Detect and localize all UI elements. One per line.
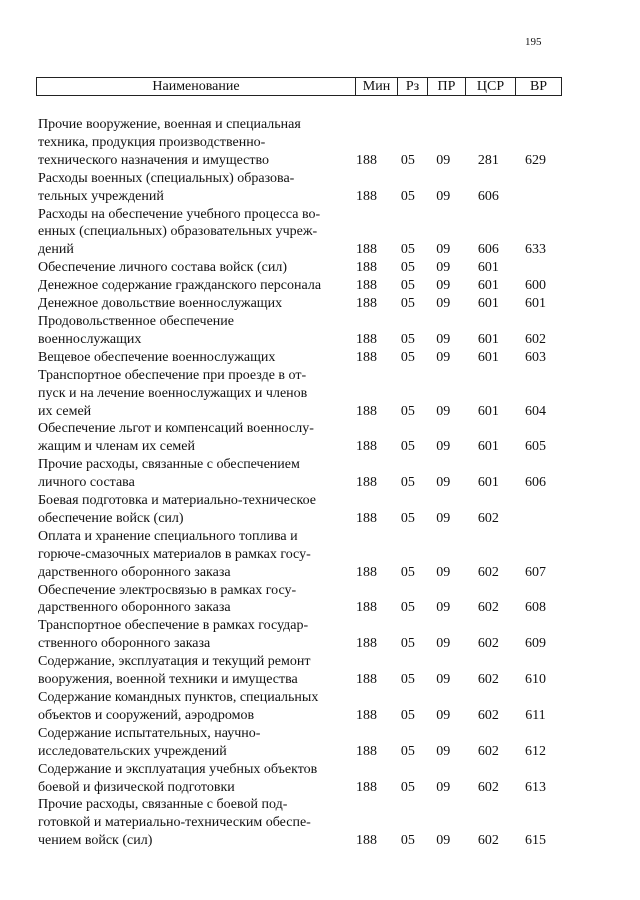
row-rz: 05 — [400, 242, 415, 258]
row-pr: 09 — [436, 278, 451, 294]
row-name: Обеспечение льгот и компенсаций военнослу- жащим и членам их семей — [38, 421, 314, 455]
table-body — [38, 116, 558, 850]
row-csr: 606 — [477, 188, 499, 204]
row-min: 188 — [356, 242, 378, 258]
row-min: 188 — [356, 188, 378, 204]
header-csr: ЦСР — [465, 78, 515, 95]
table-row — [38, 528, 558, 582]
row-vr: 615 — [524, 833, 546, 849]
row-rz: 05 — [400, 600, 415, 616]
page-number: 195 — [525, 36, 542, 48]
row-csr: 602 — [477, 743, 499, 759]
row-csr: 602 — [477, 779, 499, 795]
table-row — [38, 725, 558, 761]
row-vr: 629 — [524, 152, 546, 168]
row-min: 188 — [356, 403, 378, 419]
row-vr: 604 — [524, 403, 546, 419]
row-min: 188 — [356, 600, 378, 616]
row-csr: 601 — [477, 296, 499, 312]
table-row — [38, 456, 558, 492]
row-name: Содержание испытательных, научно- исследовательских учреждений — [38, 725, 261, 759]
row-pr: 09 — [436, 510, 451, 526]
table-row — [38, 492, 558, 528]
row-pr: 09 — [436, 188, 451, 204]
row-min: 188 — [356, 707, 378, 723]
row-rz: 05 — [400, 743, 415, 759]
row-csr: 602 — [477, 600, 499, 616]
row-vr: 605 — [524, 439, 546, 455]
row-pr: 09 — [436, 743, 451, 759]
row-csr: 602 — [477, 636, 499, 652]
row-csr: 601 — [477, 403, 499, 419]
row-vr: 607 — [524, 564, 546, 580]
row-pr: 09 — [436, 403, 451, 419]
row-pr: 09 — [436, 833, 451, 849]
table-row — [38, 689, 558, 725]
row-pr: 09 — [436, 260, 451, 276]
row-pr: 09 — [436, 242, 451, 258]
table-row — [38, 116, 558, 170]
row-pr: 09 — [436, 707, 451, 723]
row-vr: 613 — [524, 779, 546, 795]
row-pr: 09 — [436, 349, 451, 365]
row-vr: 600 — [524, 278, 546, 294]
row-name: Денежное содержание гражданского персонала — [38, 278, 322, 294]
row-csr: 601 — [477, 349, 499, 365]
row-pr: 09 — [436, 439, 451, 455]
row-csr: 601 — [477, 278, 499, 294]
row-vr: 603 — [524, 349, 546, 365]
row-rz: 05 — [400, 672, 415, 688]
row-name: Содержание, эксплуатация и текущий ремонт вооружения, военной техники и имущества — [38, 654, 311, 688]
row-pr: 09 — [436, 600, 451, 616]
row-name: Боевая подготовка и материально-техническое обеспечение войск (сил) — [38, 493, 316, 526]
row-name: Расходы на обеспечение учебного процесса во- енных (специальных) образовательных учреж- дений — [38, 206, 321, 258]
row-name: Вещевое обеспечение военнослужащих — [38, 349, 276, 365]
row-vr: 606 — [524, 475, 546, 491]
row-vr: 609 — [524, 636, 546, 652]
row-pr: 09 — [436, 779, 451, 795]
header-pr: ПР — [427, 78, 465, 95]
row-name: Прочие расходы, связанные с обеспечением личного состава — [38, 457, 300, 491]
row-min: 188 — [356, 510, 378, 526]
row-csr: 602 — [477, 833, 499, 849]
row-pr: 09 — [436, 296, 451, 312]
row-vr: 611 — [525, 707, 546, 723]
row-min: 188 — [356, 672, 378, 688]
row-name: Денежное довольствие военнослужащих — [38, 296, 283, 312]
row-rz: 05 — [400, 833, 415, 849]
header-vr: ВР — [515, 78, 561, 95]
row-name: Обеспечение электросвязью в рамках госу- дарственного оборонного заказа — [38, 582, 297, 616]
row-csr: 281 — [477, 152, 499, 168]
header-rz: Рз — [397, 78, 427, 95]
row-rz: 05 — [400, 475, 415, 491]
row-name: Транспортное обеспечение при проезде в от- пуск и на лечение военнослужащих и членов их семей — [38, 367, 308, 419]
table-row — [38, 277, 558, 295]
table-row — [38, 349, 558, 367]
row-name: Прочие вооружение, военная и специальная техника, продукция производственно- технического назначения и имущество — [38, 117, 301, 168]
row-csr: 602 — [477, 707, 499, 723]
row-vr: 610 — [524, 672, 546, 688]
row-rz: 05 — [400, 439, 415, 455]
row-min: 188 — [356, 331, 378, 347]
row-rz: 05 — [400, 349, 415, 365]
row-min: 188 — [356, 296, 378, 312]
row-pr: 09 — [436, 475, 451, 491]
row-rz: 05 — [400, 188, 415, 204]
table-row — [38, 313, 558, 349]
table-row — [38, 582, 558, 618]
row-vr: 601 — [524, 296, 546, 312]
row-vr: 608 — [524, 600, 546, 616]
table-row — [38, 259, 558, 277]
row-pr: 09 — [436, 564, 451, 580]
table-row — [38, 420, 558, 456]
header-name: Наименование — [152, 78, 240, 94]
table-row — [38, 761, 558, 797]
row-csr: 601 — [477, 331, 499, 347]
row-min: 188 — [356, 779, 378, 795]
row-rz: 05 — [400, 152, 415, 168]
row-name: Оплата и хранение специального топлива и горюче-смазочных материалов в рамках госу- дарственного оборонного заказа — [38, 528, 311, 580]
row-vr: 633 — [524, 242, 546, 258]
row-name: Продовольственное обеспечение военнослужащих — [38, 313, 234, 347]
row-name: Прочие расходы, связанные с боевой под- готовкой и материально-техническим обеспе- чением войск (сил) — [38, 797, 311, 849]
row-min: 188 — [356, 152, 378, 168]
row-rz: 05 — [400, 278, 415, 294]
table-row — [38, 617, 558, 653]
table-row — [38, 170, 558, 206]
row-rz: 05 — [400, 707, 415, 723]
row-pr: 09 — [436, 636, 451, 652]
header-min: Мин — [355, 78, 397, 95]
row-name: Транспортное обеспечение в рамках государ- ственного оборонного заказа — [38, 618, 309, 652]
table-row — [38, 796, 558, 850]
row-min: 188 — [356, 564, 378, 580]
row-rz: 05 — [400, 403, 415, 419]
row-rz: 05 — [400, 331, 415, 347]
row-rz: 05 — [400, 779, 415, 795]
row-csr: 601 — [477, 475, 499, 491]
table-row — [38, 367, 558, 421]
row-csr: 601 — [477, 439, 499, 455]
table-header — [36, 77, 562, 96]
table-row — [38, 653, 558, 689]
row-min: 188 — [356, 475, 378, 491]
row-min: 188 — [356, 743, 378, 759]
row-rz: 05 — [400, 510, 415, 526]
row-pr: 09 — [436, 152, 451, 168]
row-name: Расходы военных (специальных) образова- тельных учреждений — [38, 170, 295, 204]
row-pr: 09 — [436, 672, 451, 688]
row-pr: 09 — [436, 331, 451, 347]
row-min: 188 — [356, 833, 378, 849]
row-vr: 602 — [524, 331, 546, 347]
row-min: 188 — [356, 278, 378, 294]
row-min: 188 — [356, 349, 378, 365]
row-name: Обеспечение личного состава войск (сил) — [38, 260, 287, 276]
row-min: 188 — [356, 260, 378, 276]
row-rz: 05 — [400, 564, 415, 580]
row-rz: 05 — [400, 636, 415, 652]
row-csr: 602 — [477, 510, 499, 526]
row-name: Содержание и эксплуатация учебных объектов боевой и физической подготовки — [38, 761, 318, 795]
row-vr: 612 — [524, 743, 546, 759]
row-csr: 601 — [477, 260, 499, 276]
row-csr: 602 — [477, 672, 499, 688]
table-row — [38, 206, 558, 260]
row-rz: 05 — [400, 296, 415, 312]
row-csr: 602 — [477, 564, 499, 580]
row-name: Содержание командных пунктов, специальных объектов и сооружений, аэродромов — [38, 690, 319, 723]
row-min: 188 — [356, 636, 378, 652]
table-row — [38, 295, 558, 313]
row-rz: 05 — [400, 260, 415, 276]
row-csr: 606 — [477, 242, 499, 258]
row-min: 188 — [356, 439, 378, 455]
